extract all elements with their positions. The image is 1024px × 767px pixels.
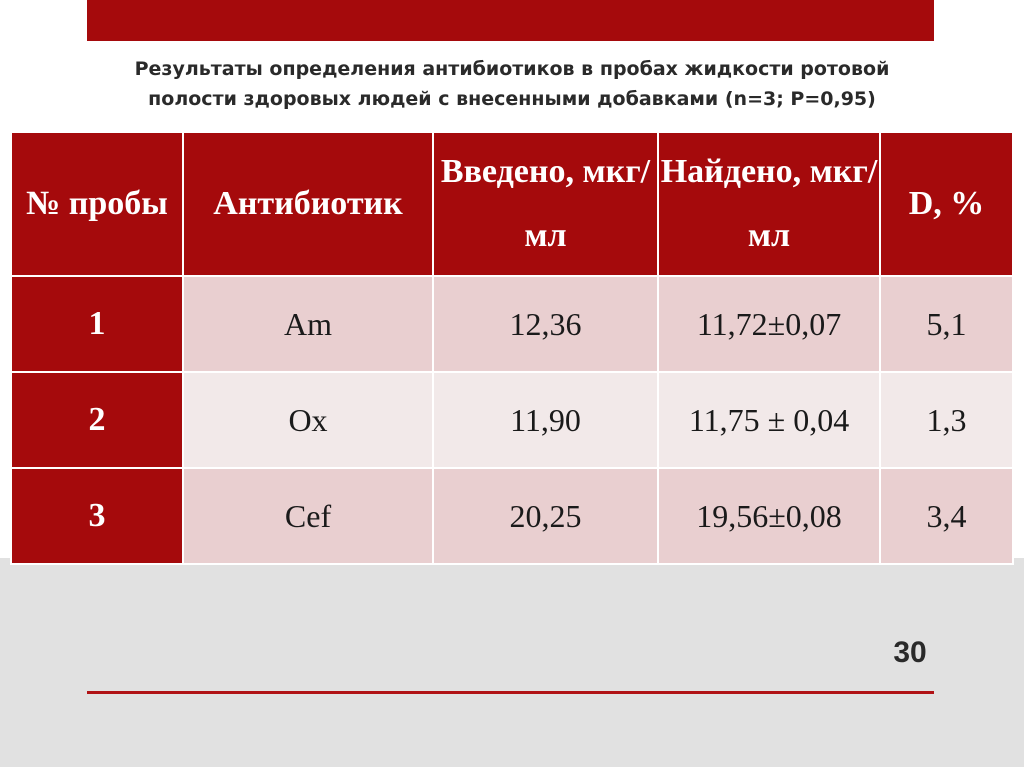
cell-found: 11,72±0,07: [658, 276, 880, 372]
cell-sample-number: 2: [11, 372, 183, 468]
page-number: 30: [893, 636, 927, 669]
cell-introduced: 11,90: [433, 372, 658, 468]
cell-found: 19,56±0,08: [658, 468, 880, 564]
cell-introduced: 20,25: [433, 468, 658, 564]
cell-sample-number: 3: [11, 468, 183, 564]
table-row: [11, 372, 1013, 468]
cell-antibiotic: Cef: [183, 468, 433, 564]
cell-found: 11,75 ± 0,04: [658, 372, 880, 468]
cell-antibiotic: Am: [183, 276, 433, 372]
header-deviation: D, %: [880, 132, 1013, 276]
slide-title-line-1: Результаты определения антибиотиков в пробах жидкости ротовой: [134, 58, 890, 80]
header-sample-number: № пробы: [11, 132, 183, 276]
cell-deviation: 1,3: [880, 372, 1013, 468]
cell-antibiotic: Ox: [183, 372, 433, 468]
cell-introduced: 12,36: [433, 276, 658, 372]
cell-deviation: 3,4: [880, 468, 1013, 564]
footer-divider: [87, 691, 934, 694]
table-row: [11, 468, 1013, 564]
slide-title: [20, 54, 1004, 114]
table-row: [11, 276, 1013, 372]
header-introduced: Введено, мкг/мл: [433, 132, 658, 276]
cell-deviation: 5,1: [880, 276, 1013, 372]
slide-title-line-2: полости здоровых людей с внесенными добавками (n=3; P=0,95): [148, 88, 876, 110]
cell-sample-number: 1: [11, 276, 183, 372]
header-found: Найдено, мкг/мл: [658, 132, 880, 276]
table-header-row: [11, 132, 1013, 276]
results-table: [10, 131, 1014, 565]
header-antibiotic: Антибиотик: [183, 132, 433, 276]
top-accent-bar: [87, 0, 934, 41]
